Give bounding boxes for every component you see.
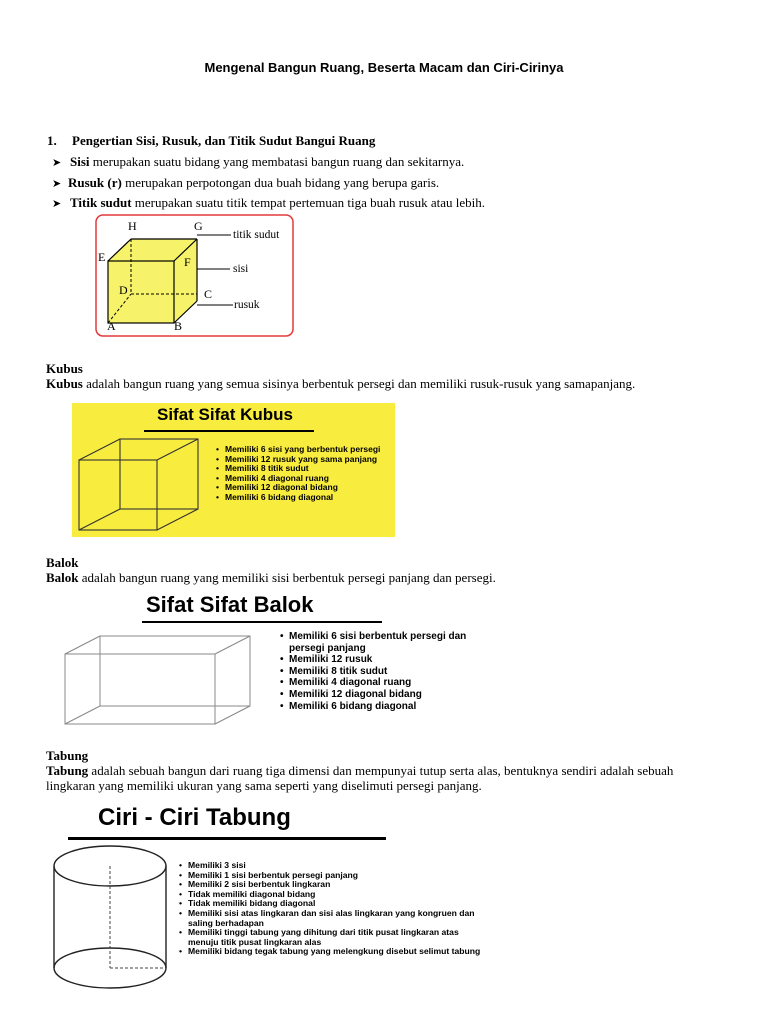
cylinder-figure xyxy=(50,840,175,995)
cuboid-edge xyxy=(215,636,250,654)
kubus-card-title: Sifat Sifat Kubus xyxy=(157,405,294,424)
tabung-properties-card xyxy=(50,800,530,995)
list-item: • Memiliki 12 rusuk yang sama panjang xyxy=(216,455,380,465)
cuboid-wireframe xyxy=(62,632,258,728)
tabung-definition-line2: lingkaran yang memiliki ukuran yang sama seperti yang diselimuti persegi panjang. xyxy=(46,778,482,793)
bullet-text: merupakan perpotongan dua buah bidang yang berupa garis. xyxy=(121,175,440,190)
list-item: • Memiliki 8 titik sudut xyxy=(280,666,470,678)
list-item: • Memiliki 6 bidang diagonal xyxy=(280,701,470,713)
vertex-label-f: F xyxy=(184,255,191,269)
list-item: • Memiliki 12 rusuk xyxy=(280,654,470,666)
balok-definition xyxy=(46,570,496,586)
list-item: • Tidak memiliki diagonal bidang xyxy=(179,890,529,900)
vertex-label-b: B xyxy=(174,319,183,333)
label-rusuk: rusuk xyxy=(234,299,260,311)
cube-edge xyxy=(79,439,120,460)
tabung-text: adalah sebuah bangun dari ruang tiga dimensi dan mempunyai tutup serta alas, bentuknya sendiri adalah sebuah xyxy=(88,763,674,778)
cuboid-edge xyxy=(65,706,100,724)
bullet-rusuk xyxy=(52,175,439,191)
tabung-card-title: Ciri - Ciri Tabung xyxy=(98,804,291,831)
bullet-text: merupakan suatu titik tempat pertemuan tiga buah rusuk atau lebih. xyxy=(131,195,485,210)
vertex-label-h: H xyxy=(128,219,137,233)
balok-properties-card xyxy=(60,588,470,728)
balok-heading: Balok xyxy=(46,555,79,570)
list-item: • Memiliki 6 sisi yang berbentuk persegi xyxy=(216,445,380,455)
cube-edge xyxy=(157,439,198,460)
tabung-properties-list xyxy=(179,861,529,957)
list-item: • Memiliki 6 bidang diagonal xyxy=(216,493,380,503)
bullet-term: Titik sudut xyxy=(70,195,132,210)
list-item: • Memiliki bidang tegak tabung yang melengkung disebut selimut tabung xyxy=(179,947,529,957)
title-underline xyxy=(142,621,382,623)
vertex-label-e: E xyxy=(98,250,106,264)
kubus-text: adalah bangun ruang yang semua sisinya berbentuk persegi dan memiliki rusuk-rusuk yang samapanjang. xyxy=(82,376,636,391)
section-heading xyxy=(47,133,375,149)
bullet-titik-sudut xyxy=(52,195,485,211)
arrow-bullet-icon: ➤ xyxy=(52,157,62,169)
cube-parts-diagram xyxy=(95,214,295,337)
cube-front-face xyxy=(79,460,157,530)
arrow-bullet-icon: ➤ xyxy=(52,198,62,210)
label-sisi: sisi xyxy=(233,263,249,275)
kubus-term: Kubus xyxy=(46,376,83,391)
list-item: • Memiliki 12 diagonal bidang xyxy=(280,689,470,701)
kubus-properties-list xyxy=(216,445,380,503)
cuboid-edge xyxy=(215,706,250,724)
page-title: Mengenal Bangun Ruang, Beserta Macam dan Ciri-Cirinya xyxy=(204,60,564,75)
balok-properties-list xyxy=(280,631,470,712)
balok-card-title: Sifat Sifat Balok xyxy=(146,592,314,617)
list-item: • Memiliki tinggi tabung yang dihitung dari titik pusat lingkaran atas menuju titik pusat lingkaran alas xyxy=(179,928,488,947)
tabung-term: Tabung xyxy=(46,763,89,778)
label-titik-sudut: titik sudut xyxy=(233,229,280,241)
vertex-label-g: G xyxy=(194,219,203,233)
cuboid-front-face xyxy=(65,654,215,724)
list-item: • Memiliki 4 diagonal ruang xyxy=(216,474,380,484)
kubus-properties-card xyxy=(72,403,395,537)
bullet-term: Rusuk (r) xyxy=(68,175,122,190)
section-heading-text: Pengertian Sisi, Rusuk, dan Titik Sudut Bangui Ruang xyxy=(72,133,376,148)
list-item: • Memiliki 2 sisi berbentuk lingkaran xyxy=(179,880,529,890)
cube-wireframe xyxy=(76,437,208,537)
balok-text: adalah bangun ruang yang memiliki sisi berbentuk persegi panjang dan persegi. xyxy=(78,570,496,585)
list-item: • Memiliki 1 sisi berbentuk persegi panjang xyxy=(179,871,529,881)
list-item: • Memiliki 4 diagonal ruang xyxy=(280,677,470,689)
tabung-heading: Tabung xyxy=(46,748,89,763)
bullet-sisi xyxy=(52,154,464,170)
list-item: • Memiliki 8 titik sudut xyxy=(216,464,380,474)
tabung-definition-line1 xyxy=(46,763,673,779)
cube-edge xyxy=(157,509,198,530)
balok-term: Balok xyxy=(46,570,79,585)
cuboid-edge xyxy=(65,636,100,654)
arrow-bullet-icon: ➤ xyxy=(52,178,62,190)
bullet-term: Sisi xyxy=(70,154,90,169)
kubus-heading: Kubus xyxy=(46,361,83,376)
vertex-label-d: D xyxy=(119,283,128,297)
title-underline xyxy=(144,430,314,432)
vertex-label-c: C xyxy=(204,287,213,301)
cube-edge xyxy=(79,509,120,530)
cube-back-face xyxy=(120,439,198,509)
kubus-definition xyxy=(46,376,635,392)
vertex-label-a: A xyxy=(107,319,116,333)
list-item: • Memiliki 3 sisi xyxy=(179,861,529,871)
list-item: • Tidak memiliki bidang diagonal xyxy=(179,899,529,909)
bullet-text: merupakan suatu bidang yang membatasi bangun ruang dan sekitarnya. xyxy=(89,154,465,169)
list-item: • Memiliki 6 sisi berbentuk persegi dan persegi panjang xyxy=(280,631,470,654)
section-number: 1. xyxy=(47,133,57,148)
cuboid-back-face xyxy=(100,636,250,706)
list-item: • Memiliki 12 diagonal bidang xyxy=(216,483,380,493)
list-item: • Memiliki sisi atas lingkaran dan sisi alas lingkaran yang kongruen dan saling berhadapan xyxy=(179,909,488,928)
